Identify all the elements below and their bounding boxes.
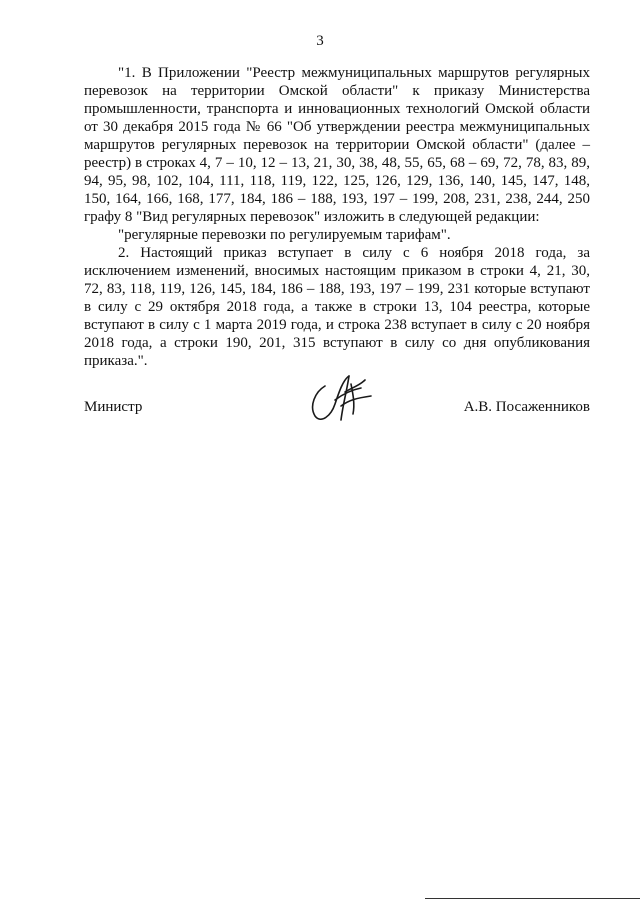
handwritten-signature (305, 370, 377, 428)
signer-title: Министр (84, 399, 143, 415)
signer-name: А.В. Посаженников (463, 399, 590, 415)
paragraph-quote: "регулярные перевозки по регулируемым тарифам". (118, 227, 451, 243)
page-number: 3 (316, 33, 324, 49)
paragraph-amendment: "1. В Приложении "Реестр межмуниципальных маршрутов регулярных перевозок на территории Омской области" к приказу Министерства промышленности, транспорта и инновационных технологий Омской области от 30 декабря 2015 года № 66 "Об утверждении реестра межмуниципальных маршрутов регулярных перевозок на территории Омской области" (далее – реестр) в строках 4, 7 – 10, 12 – 13, 21, 30, 38, 48, 55, 65, 68 – 69, 72, 78, 83, 89, 94, 95, 98, 102, 104, 111, 118, 119, 122, 125, 126, 129, 136, 140, 145, 147, 148, 150, 164, 166, 168, 177, 184, 186 – 188, 193, 197 – 199, 208, 231, 238, 244, 250 графу 8 "Вид регулярных перевозок" изложить в следующей редакции: (84, 65, 590, 225)
paragraph-effective-date: 2. Настоящий приказ вступает в силу с 6 ноября 2018 года, за исключением изменений, вносимых настоящим приказом в строки 4, 21, 30, 72, 83, 118, 119, 126, 145, 184, 186 – 188, 193, 197 – 199, 231 которые вступают в силу с 29 октября 2018 года, а также в строки 13, 104 реестра, которые вступают в силу с 1 марта 2019 года, и строка 238 вступает в силу с 20 ноября 2018 года, а строки 190, 201, 315 вступают в силу со дня опубликования приказа.". (84, 245, 590, 369)
document-body (84, 64, 590, 370)
footer-rule (425, 898, 640, 899)
